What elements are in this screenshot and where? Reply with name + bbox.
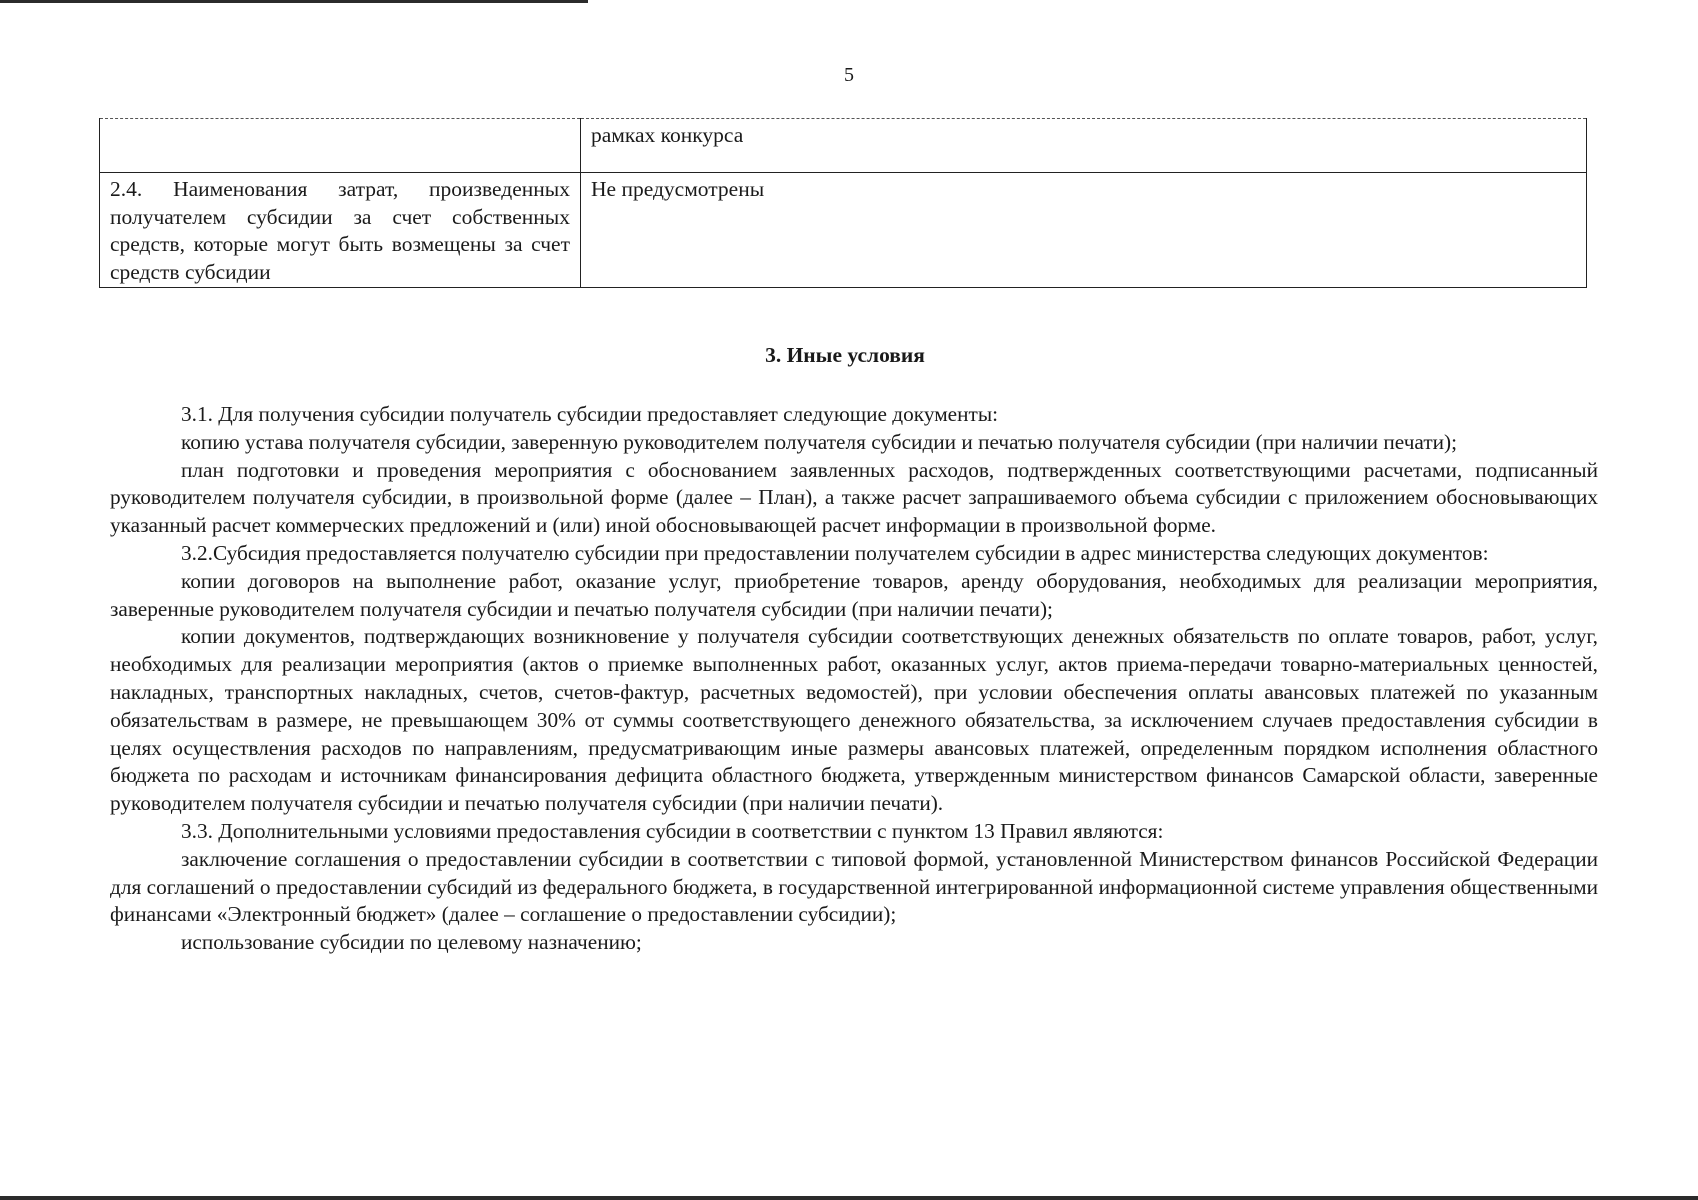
page-number: 5 [844,64,854,86]
table-cell-left: 2.4. Наименования затрат, произведенных получателем субсидии за счет собственных средств, которые могут быть возмещены за счет средств субсидии [100,173,581,288]
table-cell-right: Не предусмотрены [581,173,1587,288]
table-row [100,119,1587,173]
paragraph: копии договоров на выполнение работ, оказание услуг, приобретение товаров, аренду оборудования, необходимых для реализации мероприятия, заверенные руководителем получателя субсидии и печатью получателя субсидии (при наличии печати); [110,568,1598,621]
section-title: 3. Иные условия [765,343,925,367]
paragraph: заключение соглашения о предоставлении субсидии в соответствии с типовой формой, установленной Министерством финансов Российской Федерации для соглашений о предоставлении субсидий из федерального бюджета, в государственной интегрированной информационной системе управления общественными финансами «Электронный бюджет» (далее – соглашение о предоставлении субсидии); [110,846,1598,927]
table-cell-left [100,119,581,173]
conditions-table [99,118,1587,288]
scan-edge-bottom [0,1196,1698,1200]
paragraph: 3.3. Дополнительными условиями предоставления субсидии в соответствии с пунктом 13 Правил являются: [181,818,1164,843]
paragraph: 3.2.Субсидия предоставляется получателю субсидии при предоставлении получателем субсидии в адрес министерства следующих документов: [181,540,1489,565]
paragraph: копию устава получателя субсидии, заверенную руководителем получателя субсидии и печатью получателя субсидии (при наличии печати); [181,429,1458,454]
paragraph: копии документов, подтверждающих возникновение у получателя субсидии соответствующих денежных обязательств по оплате товаров, работ, услуг, необходимых для реализации мероприятия (актов о приемке выполненных работ, оказанных услуг, актов приема-передачи товарно-материальных ценностей, накладных, транспортных накладных, счетов, счетов-фактур, расчетных ведомостей), при условии обеспечения оплаты авансовых платежей по указанным обязательствам в размере, не превышающем 30% от суммы соответствующего денежного обязательства, за исключением случаев предоставления субсидии в целях осуществления расходов по направлениям, предусматривающим иные размеры авансовых платежей, определенным порядком исполнения областного бюджета по расходам и источникам финансирования дефицита областного бюджета, утвержденным министерством финансов Самарской области, заверенные руководителем получателя субсидии и печатью получателя субсидии (при наличии печати). [110,624,1598,816]
table-row [100,173,1587,288]
paragraph: план подготовки и проведения мероприятия с обоснованием заявленных расходов, подтвержденных соответствующими расчетами, подписанный руководителем получателя субсидии, в произвольной форме (далее – План), а также расчет запрашиваемого объема субсидии с приложением обосновывающих указанный расчет коммерческих предложений и (или) иной обосновывающей расчет информации в произвольной форме. [110,457,1598,538]
paragraph: 3.1. Для получения субсидии получатель субсидии предоставляет следующие документы: [181,402,999,426]
scan-edge-top [0,0,588,3]
paragraph: использование субсидии по целевому назначению; [181,930,642,955]
table-cell-right: рамках конкурса [581,119,1587,173]
section-body [110,401,1598,957]
